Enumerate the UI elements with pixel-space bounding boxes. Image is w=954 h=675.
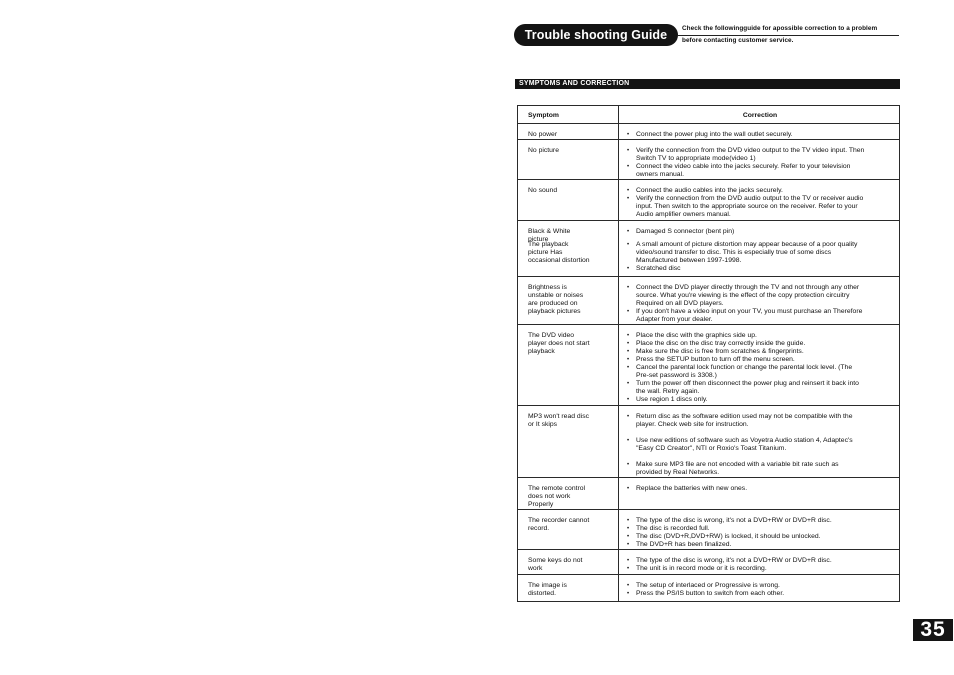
correction-item bbox=[626, 147, 899, 163]
correction-text: • Press the SETUP button to turn off the menu screen. bbox=[636, 356, 795, 363]
correction-text: • Connect the power plug into the wall outlet securely. bbox=[636, 131, 793, 138]
guide-title: Trouble shooting Guide bbox=[514, 24, 678, 46]
correction-text: • Make sure MP3 file are not encoded with a variable bit rate such as bbox=[636, 461, 839, 468]
correction-text: • The disc (DVD+R,DVD+RW) is locked, it should be unlocked. bbox=[636, 533, 821, 540]
symptom-text: The recorder cannot bbox=[528, 517, 590, 524]
correction-item bbox=[626, 541, 899, 549]
symptom-text: work bbox=[528, 565, 543, 572]
correction-item bbox=[626, 265, 899, 273]
correction-item bbox=[626, 461, 899, 477]
symptom-text: playback pictures bbox=[528, 308, 581, 315]
page-number: 35 bbox=[913, 619, 953, 641]
symptom-text: player does not start bbox=[528, 340, 590, 347]
table-row bbox=[518, 325, 899, 406]
symptom-text: record. bbox=[528, 525, 550, 532]
correction-cell bbox=[626, 241, 899, 273]
correction-item bbox=[626, 195, 899, 219]
correction-item bbox=[626, 308, 899, 324]
symptom-text: unstable or noises bbox=[528, 292, 584, 299]
symptom-text: No power bbox=[528, 131, 558, 138]
symptom-text: The remote control bbox=[528, 485, 586, 492]
correction-text: • Connect the video cable into the jacks securely. Refer to your television bbox=[636, 163, 851, 170]
correction-text: Audio amplifier owners manual. bbox=[636, 211, 731, 218]
correction-text: • Verify the connection from the DVD audio output to the TV or receiver audio bbox=[636, 195, 864, 202]
correction-cell bbox=[626, 332, 899, 404]
correction-item bbox=[626, 332, 899, 340]
trouble-table bbox=[517, 105, 900, 602]
column-header-symptom: Symptom bbox=[528, 112, 559, 119]
correction-item bbox=[626, 348, 899, 356]
symptom-text: The DVD video bbox=[528, 332, 575, 339]
correction-text: • Verify the connection from the DVD video output to the TV video input. Then bbox=[636, 147, 865, 154]
header-note-line-2: before contacting customer service. bbox=[682, 37, 794, 44]
table-row bbox=[518, 277, 899, 325]
correction-item bbox=[626, 356, 899, 364]
correction-item bbox=[626, 413, 899, 429]
correction-item bbox=[626, 187, 899, 195]
correction-text: "Easy CD Creator", NTI or Roxio's Toast Titanium. bbox=[636, 445, 787, 452]
table-row bbox=[518, 221, 899, 241]
symptom-cell bbox=[528, 557, 614, 573]
correction-text: • Cancel the parental lock function or change the parental lock level. (The bbox=[636, 364, 853, 371]
header-rule bbox=[678, 35, 899, 36]
symptom-text: picture Has bbox=[528, 249, 563, 256]
correction-item bbox=[626, 364, 899, 380]
symptom-text: The playback bbox=[528, 241, 569, 248]
correction-text: • Replace the batteries with new ones. bbox=[636, 485, 748, 492]
symptom-cell bbox=[528, 582, 614, 598]
symptom-text: does not work bbox=[528, 493, 571, 500]
symptom-text: occasional distortion bbox=[528, 257, 590, 264]
table-row bbox=[518, 124, 899, 140]
table-header-row bbox=[518, 106, 899, 124]
correction-text: • Place the disc on the disc tray correctly inside the guide. bbox=[636, 340, 806, 347]
symptom-text: MP3 won't read disc bbox=[528, 413, 589, 420]
symptom-text: picture bbox=[528, 236, 549, 243]
column-header-correction: Correction bbox=[742, 112, 778, 119]
correction-text: Manufactured between 1997-1998. bbox=[636, 257, 742, 264]
table-row bbox=[518, 510, 899, 550]
symptom-text: or It skips bbox=[528, 421, 558, 428]
symptom-cell bbox=[528, 517, 614, 533]
correction-text: • Scratched disc bbox=[636, 265, 681, 272]
symptom-cell bbox=[528, 284, 614, 316]
correction-cell bbox=[626, 284, 899, 324]
symptom-text: are produced on bbox=[528, 300, 578, 307]
correction-cell bbox=[626, 413, 899, 477]
correction-item bbox=[626, 131, 899, 139]
symptom-text: Properly bbox=[528, 501, 554, 508]
symptom-cell bbox=[528, 485, 614, 509]
table-row bbox=[518, 478, 899, 510]
correction-item bbox=[626, 340, 899, 348]
correction-text: input. Then switch to the appropriate source on the receiver. Refer to your bbox=[636, 203, 858, 210]
correction-cell bbox=[626, 557, 899, 573]
correction-text: • Return disc as the software edition used may not be compatible with the bbox=[636, 413, 853, 420]
correction-text: owners manual. bbox=[636, 171, 684, 178]
correction-text: • Damaged S connector (bent pin) bbox=[636, 228, 735, 235]
correction-item bbox=[626, 533, 899, 541]
correction-text: • Connect the DVD player directly through the TV and not through any other bbox=[636, 284, 860, 291]
correction-item bbox=[626, 525, 899, 533]
correction-cell bbox=[626, 485, 899, 493]
correction-text: • The setup of interlaced or Progressive is wrong. bbox=[636, 582, 780, 589]
table-row bbox=[518, 550, 899, 575]
correction-text: provided by Real Networks. bbox=[636, 469, 720, 476]
symptom-cell bbox=[528, 413, 614, 429]
correction-item bbox=[626, 284, 899, 308]
correction-text: • The type of the disc is wrong, it's not a DVD+RW or DVD+R disc. bbox=[636, 557, 832, 564]
correction-text: • Connect the audio cables into the jacks securely. bbox=[636, 187, 783, 194]
symptom-text: The image is bbox=[528, 582, 567, 589]
correction-item bbox=[626, 557, 899, 565]
correction-item bbox=[626, 380, 899, 396]
correction-text: • Use region 1 discs only. bbox=[636, 396, 708, 403]
correction-text: Adapter from your dealer. bbox=[636, 316, 713, 323]
correction-text: player. Check web site for instruction. bbox=[636, 421, 749, 428]
correction-item bbox=[626, 485, 899, 493]
correction-text: • If you don't have a video input on your TV, you must purchase an Therefore bbox=[636, 308, 863, 315]
correction-item bbox=[626, 590, 899, 598]
correction-text: • The disc is recorded full. bbox=[636, 525, 710, 532]
correction-item bbox=[626, 163, 899, 179]
correction-item bbox=[626, 565, 899, 573]
correction-text: Pre-set password is 3308.) bbox=[636, 372, 717, 379]
correction-cell bbox=[626, 131, 899, 139]
correction-text: video/sound transfer to disc. This is especially true of some discs bbox=[636, 249, 832, 256]
correction-cell bbox=[626, 187, 899, 219]
symptom-text: Brightness is bbox=[528, 284, 567, 291]
correction-item bbox=[626, 582, 899, 590]
symptom-cell bbox=[528, 241, 614, 265]
correction-text: • Turn the power off then disconnect the power plug and reinsert it back into bbox=[636, 380, 859, 387]
correction-text: Required on all DVD players. bbox=[636, 300, 724, 307]
table-row bbox=[518, 406, 899, 478]
symptom-cell bbox=[528, 147, 614, 155]
correction-text: • The unit is in record mode or it is recording. bbox=[636, 565, 767, 572]
table-row bbox=[518, 241, 899, 277]
symptom-text: distorted. bbox=[528, 590, 556, 597]
symptom-text: No picture bbox=[528, 147, 559, 154]
correction-cell bbox=[626, 147, 899, 179]
correction-text: • A small amount of picture distortion may appear because of a poor quality bbox=[636, 241, 858, 248]
correction-text: • Place the disc with the graphics side up. bbox=[636, 332, 757, 339]
correction-text: • The type of the disc is wrong, it's not a DVD+RW or DVD+R disc. bbox=[636, 517, 832, 524]
correction-text: • Make sure the disc is free from scratches & fingerprints. bbox=[636, 348, 804, 355]
correction-item bbox=[626, 228, 899, 236]
correction-item bbox=[626, 437, 899, 453]
symptom-cell bbox=[528, 187, 614, 195]
table-row bbox=[518, 140, 899, 180]
correction-item bbox=[626, 396, 899, 404]
symptom-cell bbox=[528, 332, 614, 356]
correction-item bbox=[626, 517, 899, 525]
symptom-cell bbox=[528, 131, 614, 139]
correction-cell bbox=[626, 517, 899, 549]
symptom-text: Some keys do not bbox=[528, 557, 583, 564]
correction-cell bbox=[626, 582, 899, 598]
correction-item bbox=[626, 241, 899, 265]
symptom-text: No sound bbox=[528, 187, 558, 194]
symptom-text: playback bbox=[528, 348, 555, 355]
correction-text: source. What you're viewing is the effect of the copy protection circuitry bbox=[636, 292, 850, 299]
table-row bbox=[518, 180, 899, 221]
correction-text: • Use new editions of software such as Voyetra Audio station 4, Adaptec's bbox=[636, 437, 853, 444]
header-note-line-1: Check the followingguide for apossible correction to a problem bbox=[682, 25, 878, 32]
symptom-text: Black & White bbox=[528, 228, 571, 235]
section-title: SYMPTOMS AND CORRECTION bbox=[515, 79, 900, 89]
correction-text: • Press the PS/IS button to switch from each other. bbox=[636, 590, 785, 597]
correction-text: Switch TV to appropriate mode(video 1) bbox=[636, 155, 756, 162]
table-row bbox=[518, 575, 899, 603]
correction-text: • The DVD+R has been finalized. bbox=[636, 541, 732, 548]
correction-text: the wall. Retry again. bbox=[636, 388, 700, 395]
correction-cell bbox=[626, 228, 899, 236]
